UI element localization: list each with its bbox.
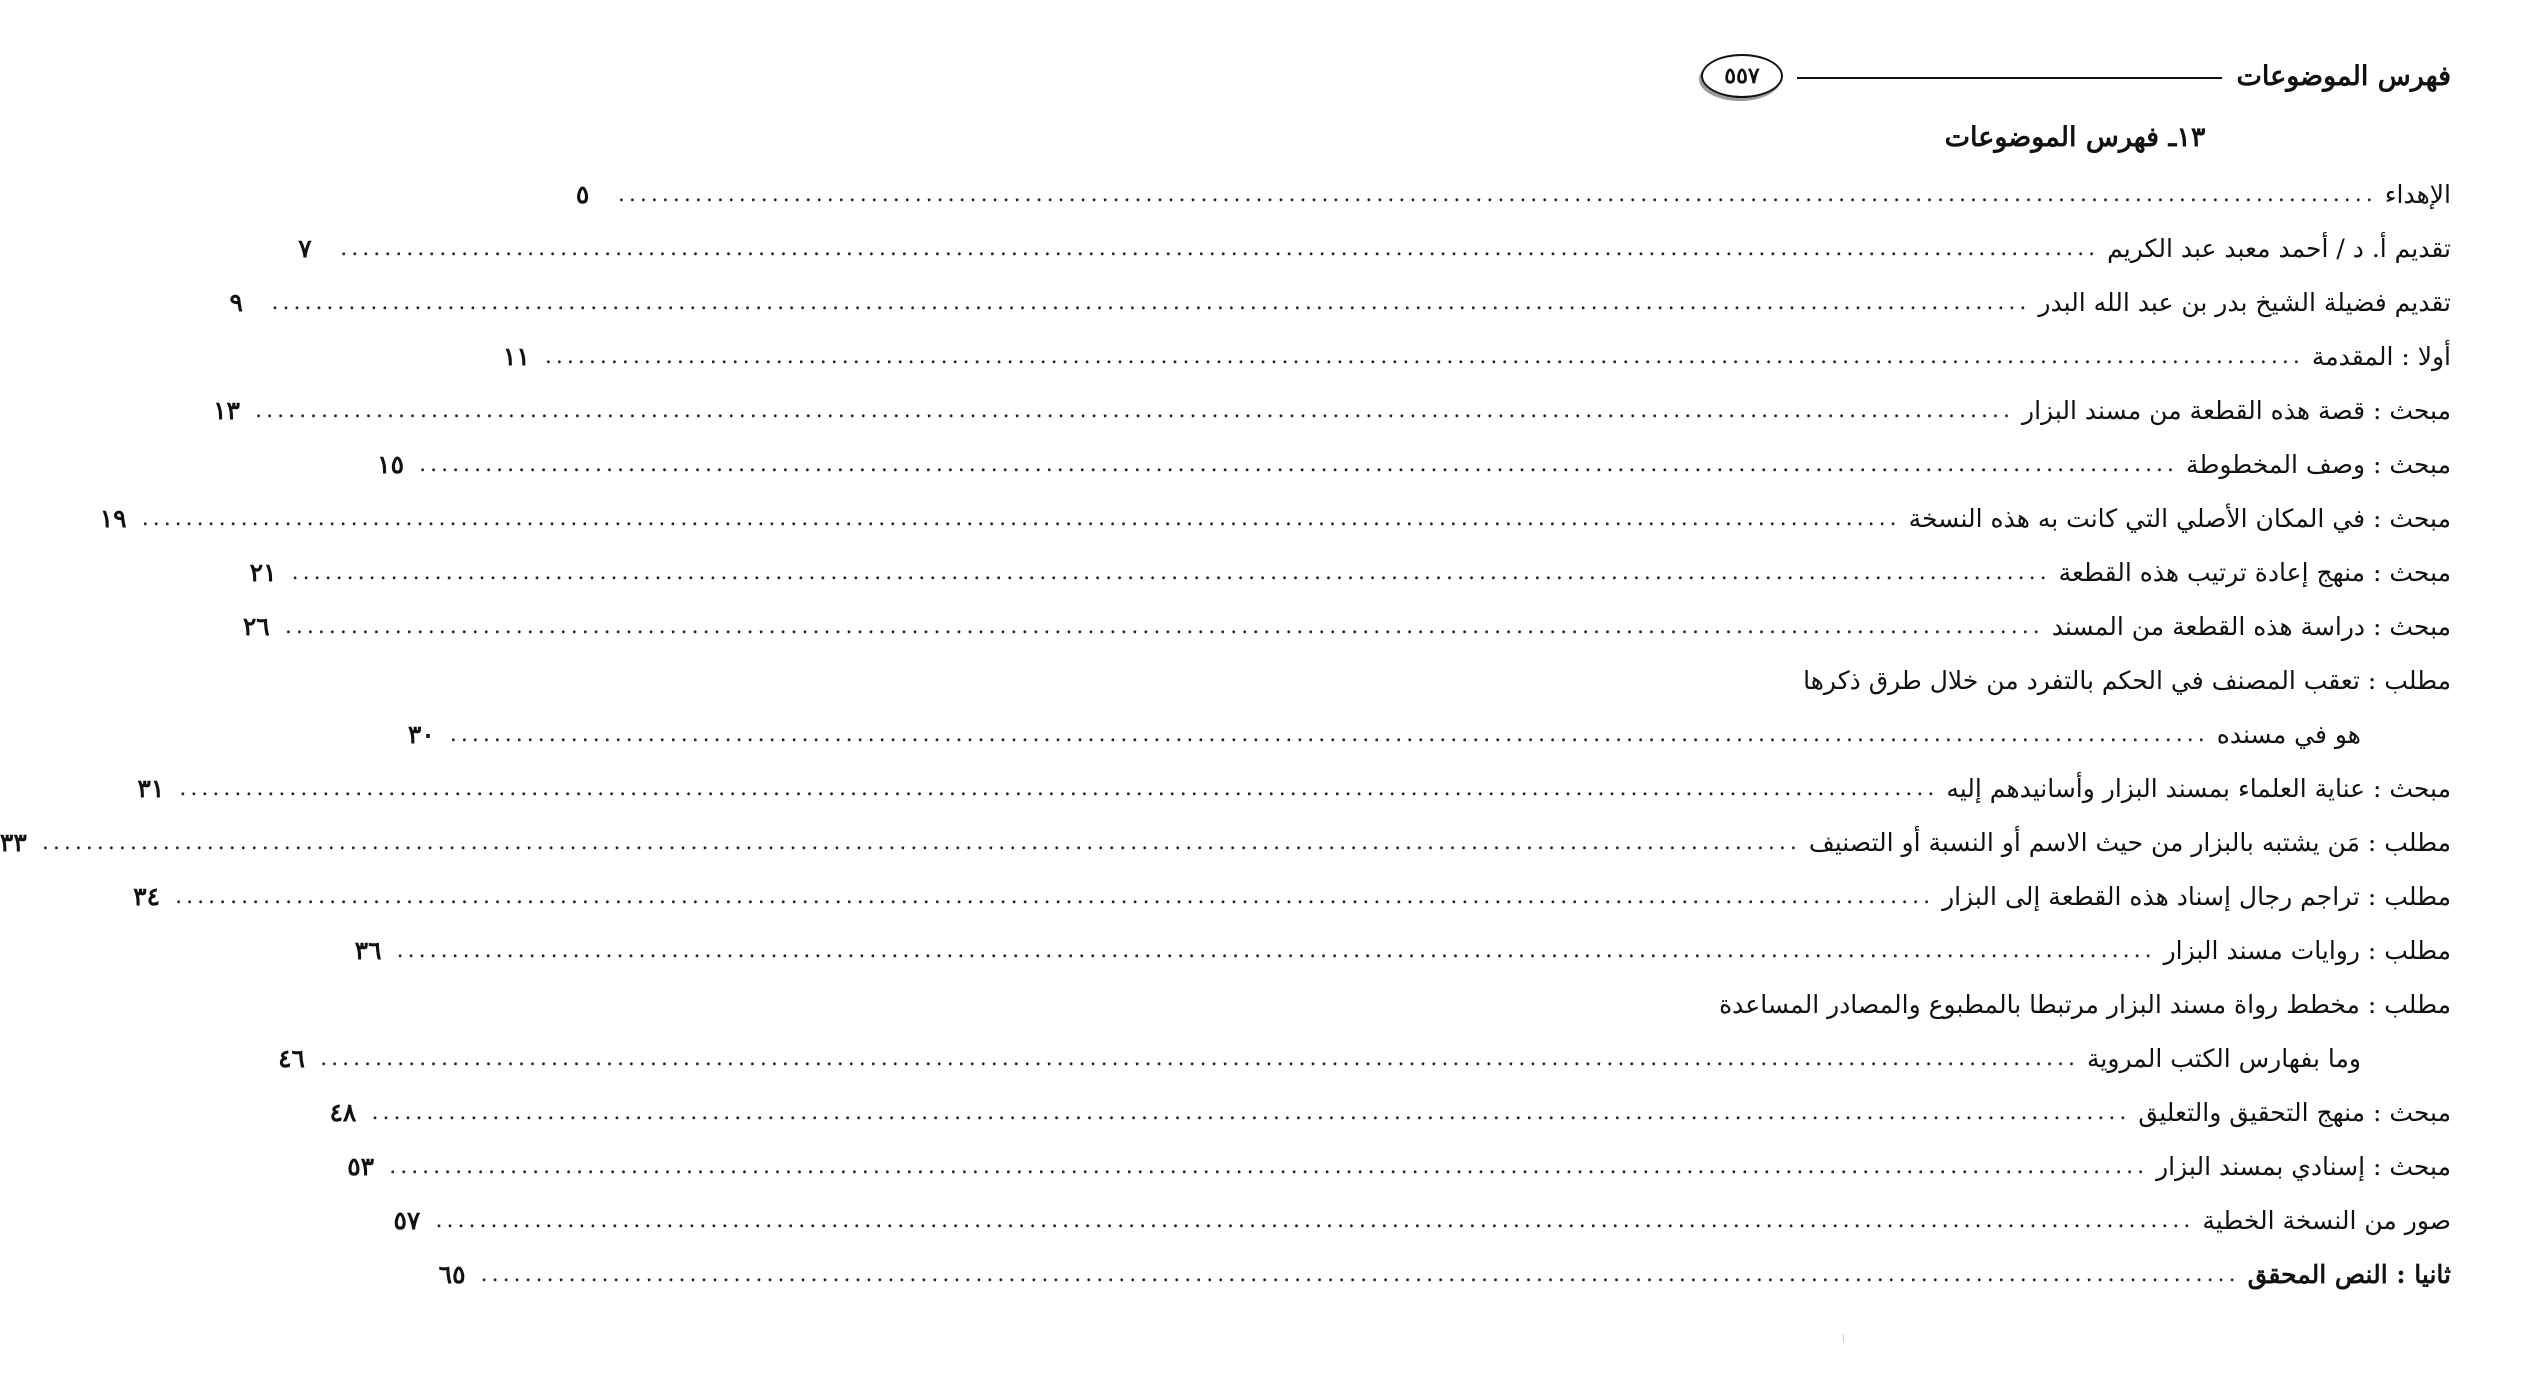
leader-dots: ................................................................................................................................................................	[544, 343, 2304, 369]
toc-entry-title: أولا : المقدمة	[2311, 341, 2451, 371]
toc-entry[interactable]	[1711, 653, 2451, 707]
toc-entry[interactable]	[213, 383, 2451, 437]
leader-dots: ................................................................................................................................................................	[396, 937, 2156, 963]
leader-dots: ................................................................................................................................................................	[284, 613, 2044, 639]
toc-entry-page: ٣٠	[407, 719, 435, 749]
header-rule	[1797, 77, 2222, 79]
toc-entry-title: الإهداء	[2384, 179, 2451, 209]
toc-entry[interactable]	[502, 329, 2451, 383]
toc-entry-title: مطلب : تراجم رجال إسناد هذه القطعة إلى البزار	[1942, 881, 2451, 911]
toc-entry-title: تقديم فضيلة الشيخ بدر بن عبد الله البدر	[2038, 287, 2451, 317]
toc-entry-page: ٣٦	[354, 935, 382, 965]
toc-entry[interactable]	[229, 275, 2451, 329]
leader-dots: ................................................................................................................................................................	[291, 559, 2051, 585]
toc-entry-page: ٦٥	[438, 1259, 466, 1289]
toc-entry[interactable]	[377, 437, 2451, 491]
toc-entry-page: ٧	[298, 233, 312, 263]
toc-entry[interactable]	[249, 545, 2451, 599]
toc-entry-title: مبحث : منهج إعادة ترتيب هذه القطعة	[2058, 557, 2451, 587]
leader-dots: ................................................................................................................................................................	[175, 883, 1935, 909]
toc-entry-page: ٢٦	[242, 611, 270, 641]
leader-dots: ................................................................................................................................................................	[41, 829, 1801, 855]
toc-entry-title: ثانيا : النص المحقق	[2247, 1259, 2451, 1289]
leader-dots: ................................................................................................................................................................	[255, 397, 2014, 423]
leader-dots: ................................................................................................................................................................	[371, 1099, 2131, 1125]
page-header	[1701, 52, 2451, 100]
scan-mark	[1843, 1334, 1846, 1342]
toc-entry-title: وما بفهارس الكتب المروية	[2087, 1043, 2361, 1073]
toc-entry[interactable]	[298, 221, 2451, 275]
toc-entry-page: ١٥	[377, 449, 404, 479]
toc-entry-title: مطلب : مخطط رواة مسند البزار مرتبطا بالمطبوع والمصادر المساعدة	[1719, 989, 2451, 1019]
toc-entry-page: ٢١	[249, 557, 277, 587]
toc-entry-title: مبحث : قصة هذه القطعة من مسند البزار	[2022, 395, 2451, 425]
toc-entry-page: ٥٧	[393, 1205, 421, 1235]
toc-entry[interactable]	[137, 761, 2451, 815]
leader-dots: ................................................................................................................................................................	[320, 1045, 2080, 1071]
toc-entry-page: ١١	[502, 341, 530, 371]
toc-entry-continuation[interactable]	[407, 707, 2451, 761]
toc-entry-page: ٣١	[137, 773, 165, 803]
toc-entry[interactable]	[99, 491, 2451, 545]
toc-entry-title: مطلب : روايات مسند البزار	[2163, 935, 2451, 965]
leader-dots: ................................................................................................................................................................	[340, 235, 2100, 261]
leader-dots: ................................................................................................................................................................	[271, 289, 2031, 315]
toc-entry-title: مبحث : إسنادي بمسند البزار	[2156, 1151, 2451, 1181]
toc-entry-title: مطلب : مَن يشتبه بالبزار من حيث الاسم أو النسبة أو التصنيف	[1808, 827, 2451, 857]
toc-entry[interactable]	[393, 1193, 2451, 1247]
toc-entry-title: تقديم أ. د / أحمد معبد عبد الكريم	[2107, 233, 2451, 263]
section-title: ١٣ـ فهرس الموضوعات	[1944, 122, 2206, 153]
toc-entry-title: مبحث : عناية العلماء بمسند البزار وأسانيدهم إليه	[1946, 773, 2451, 803]
leader-dots: ................................................................................................................................................................	[389, 1153, 2149, 1179]
leader-dots: ................................................................................................................................................................	[179, 775, 1939, 801]
leader-dots: ................................................................................................................................................................	[435, 1207, 2195, 1233]
leader-dots: ................................................................................................................................................................	[617, 181, 2377, 207]
toc-entry[interactable]	[1711, 977, 2451, 1031]
toc-entry[interactable]	[329, 1085, 2451, 1139]
toc-entry[interactable]	[575, 167, 2451, 221]
toc-entry-title: مطلب : تعقب المصنف في الحكم بالتفرد من خلال طرق ذكرها	[1803, 665, 2451, 695]
leader-dots: ................................................................................................................................................................	[480, 1261, 2240, 1287]
toc-entry-page: ٤٦	[278, 1043, 305, 1073]
toc-entry-title: مبحث : دراسة هذه القطعة من المسند	[2051, 611, 2451, 641]
toc-entry-title: مبحث : في المكان الأصلي التي كانت به هذه النسخة	[1908, 503, 2451, 533]
leader-dots: ................................................................................................................................................................	[419, 451, 2179, 477]
toc-entry-title: مبحث : وصف المخطوطة	[2186, 449, 2451, 479]
toc-entry[interactable]	[0, 815, 2451, 869]
toc-entry-page: ١٩	[99, 503, 127, 533]
table-of-contents	[0, 167, 2451, 1301]
toc-entry-page: ٩	[229, 287, 243, 317]
toc-entry[interactable]	[438, 1247, 2451, 1301]
toc-entry[interactable]	[347, 1139, 2451, 1193]
running-title: فهرس الموضوعات	[2236, 60, 2451, 92]
leader-dots: ................................................................................................................................................................	[449, 721, 2209, 747]
toc-entry-title: مبحث : منهج التحقيق والتعليق	[2138, 1097, 2451, 1127]
toc-entry-page: ١٣	[213, 395, 240, 425]
toc-entry-page: ٣٤	[133, 881, 161, 911]
toc-entry-page: ٥٣	[347, 1151, 375, 1181]
leader-dots: ................................................................................................................................................................	[141, 505, 1901, 531]
toc-entry-page: ٥	[575, 179, 590, 209]
toc-entry-page: ٣٣	[0, 827, 27, 857]
toc-entry-continuation[interactable]	[278, 1031, 2451, 1085]
page-number-badge: ٥٥٧	[1701, 54, 1783, 98]
toc-entry[interactable]	[354, 923, 2451, 977]
toc-entry-title: صور من النسخة الخطية	[2202, 1205, 2451, 1235]
toc-entry[interactable]	[133, 869, 2451, 923]
toc-entry[interactable]	[242, 599, 2451, 653]
toc-entry-page: ٤٨	[329, 1097, 357, 1127]
toc-entry-title: هو في مسنده	[2216, 719, 2361, 749]
